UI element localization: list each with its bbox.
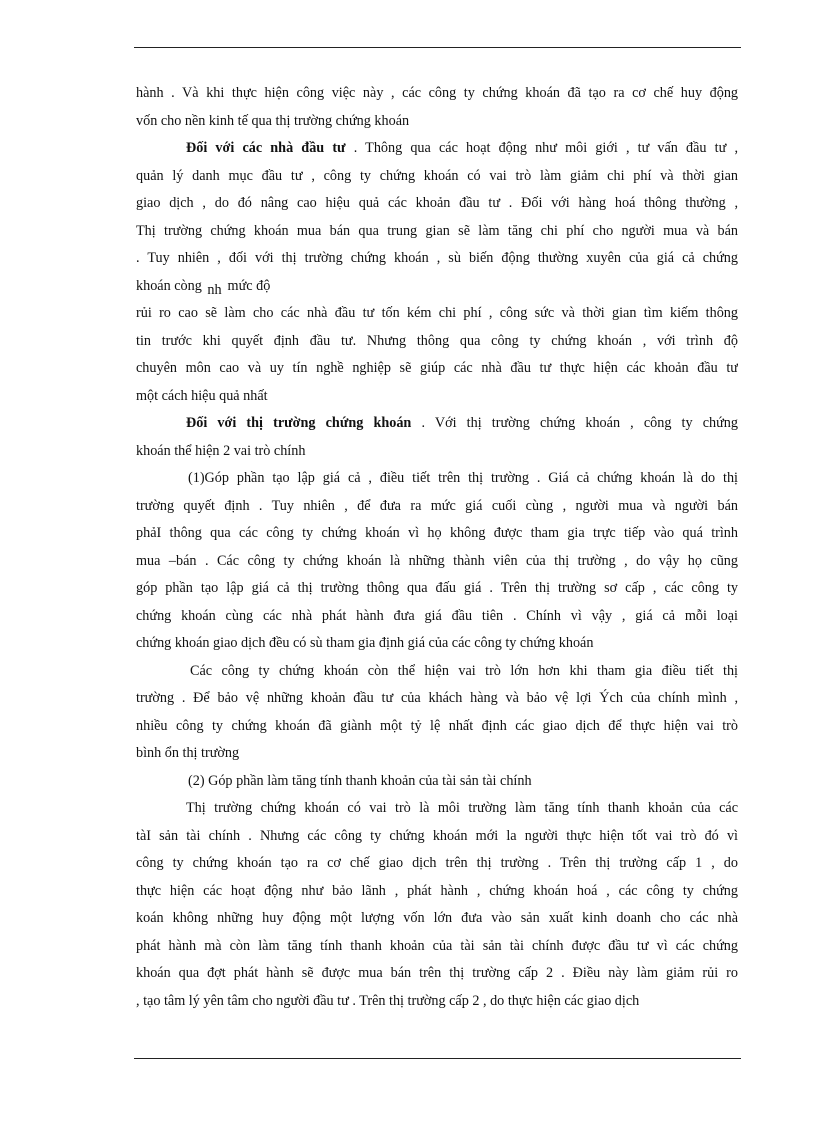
paragraph-4-line-1: (1)Góp phần tạo lập giá cả , điều tiết trên thị trường . Giá cả chứng khoán là do thị [188, 470, 738, 486]
paragraph-7-line-6: phát hành mà còn làm tăng tính thanh khoản của tài sản tài chính được đầu tư vì các chứng [136, 937, 738, 954]
paragraph-1-line-1: hành . Và khi thực hiện công việc này , các công ty chứng khoán đã tạo ra cơ chế huy động [136, 85, 738, 101]
page-body [136, 80, 738, 1015]
paragraph-2-line-3: giao dịch , do đó nâng cao hiệu quả các khoản đầu tư . Đối với hàng hoá thông thường , [136, 195, 738, 211]
paragraph-5-line-3: nhiều công ty chứng khoán đã giành một tỷ lệ nhất định các giao dịch để thực hiện vai trò [136, 717, 738, 734]
paragraph-6-line-1: (2) Góp phần làm tăng tính thanh khoản của tài sản tài chính [188, 772, 532, 789]
paragraph-3-lead: . Với thị trường chứng khoán , công ty chứng [411, 415, 738, 431]
paragraph-4-line-6: chứng khoán cùng các nhà phát hành đưa giá đầu tiên . Chính vì vậy , giá cả mỗi loại [136, 607, 738, 624]
paragraph-3-line-1 [136, 410, 738, 438]
paragraph-5-line-2: trường . Để bảo vệ những khoản đầu tư của khách hàng và bảo vệ lợi Ých của chính mình , [136, 690, 738, 706]
paragraph-2-line-2: quản lý danh mục đầu tư , công ty chứng khoán có vai trò làm giảm chi phí và thời gian [136, 167, 738, 184]
header-rule [134, 47, 741, 48]
paragraph-2-line-6 [136, 273, 738, 301]
paragraph-7-line-3: công ty chứng khoán tạo ra cơ chế giao dịch trên thị trường . Trên thị trường cấp 1 , do [136, 855, 738, 871]
paragraph-7-line-5: koán không những huy động một lượng vốn lớn đưa vào sản xuất kinh doanh cho các nhà [136, 910, 738, 926]
paragraph-7-line-2: tàI sản tài chính . Nhưng các công ty chứng khoán mới la người thực hiện tốt vai trò đó vì [136, 827, 738, 844]
paragraph-2-line-4: Thị trường chứng khoán mua bán qua trung gian sẽ làm tăng chi phí cho người mua và bán [136, 222, 738, 239]
paragraph-4-line-4: mua –bán . Các công ty chứng khoán là những thành viên của thị trường , do vậy họ cũng [136, 552, 738, 569]
paragraph-2-tail-sub: nh [207, 281, 222, 298]
paragraph-2-line-5: . Tuy nhiên , đối với thị trường chứng khoán , sù biến động thường xuyên của giá cả chứng [136, 250, 738, 266]
paragraph-4-line-2: trường quyết định . Tuy nhiên , để đưa ra mức giá cuối cùng , người mua và người bán [136, 497, 738, 514]
paragraph-4-line-5: góp phần tạo lập giá cả thị trường thông qua đấu giá . Trên thị trường sơ cấp , các công ty [136, 580, 738, 596]
paragraph-7-line-7: khoán qua đợt phát hành sẽ được mua bán trên thị trường cấp 2 . Điều này làm giảm rủi ro [136, 965, 738, 981]
paragraph-2-tail-a: khoán còng [136, 277, 202, 294]
paragraph-3-line-2: khoán thể hiện 2 vai trò chính [136, 442, 306, 459]
paragraph-2-line-7: rủi ro cao sẽ làm cho các nhà đầu tư tốn kém chi phí , công sức và thời gian tìm kiếm thông [136, 305, 738, 321]
paragraph-5-line-1: Các công ty chứng khoán còn thể hiện vai trò lớn hơn khi tham gia điều tiết thị [190, 662, 738, 679]
paragraph-4-line-7: chứng khoán giao dịch đều có sù tham gia định giá của các công ty chứng khoán [136, 635, 594, 651]
footer-rule [134, 1058, 741, 1059]
paragraph-7-line-1: Thị trường chứng khoán có vai trò là môi trường làm tăng tính thanh khoản của các [186, 800, 738, 816]
paragraph-5-line-4: bình ổn thị trường [136, 745, 240, 761]
bold-heading-market: Đối với thị trường chứng khoán [186, 415, 412, 431]
bold-heading-investors: Đối với các nhà đầu tư [186, 140, 346, 156]
paragraph-2-line-10: một cách hiệu quả nhất [136, 387, 268, 404]
paragraph-2-line-9: chuyên môn cao và uy tín nghề nghiệp sẽ giúp các nhà đầu tư thực hiện các khoản đầu tư [136, 360, 738, 376]
paragraph-2-line-8: tin trước khi quyết định đầu tư. Nhưng thông qua công ty chứng khoán , với trình độ [136, 332, 738, 349]
paragraph-4-line-3: phảI thông qua các công ty chứng khoán vì họ không được tham gia trực tiếp vào quá trình [136, 525, 738, 541]
paragraph-2-line-1 [136, 135, 738, 163]
paragraph-2-tail-b: mức độ [227, 277, 271, 294]
paragraph-1-line-2: vốn cho nền kinh tế qua thị trường chứng khoán [136, 112, 410, 129]
paragraph-2-lead: . Thông qua các hoạt động như môi giới , tư vấn đầu tư , [345, 140, 738, 156]
paragraph-7-line-4: thực hiện các hoạt động như bảo lãnh , phát hành , chứng khoán hoá , các công ty chứng [136, 882, 738, 899]
paragraph-7-line-8: , tạo tâm lý yên tâm cho người đầu tư . Trên thị trường cấp 2 , do thực hiện các giao dịch [136, 992, 640, 1009]
